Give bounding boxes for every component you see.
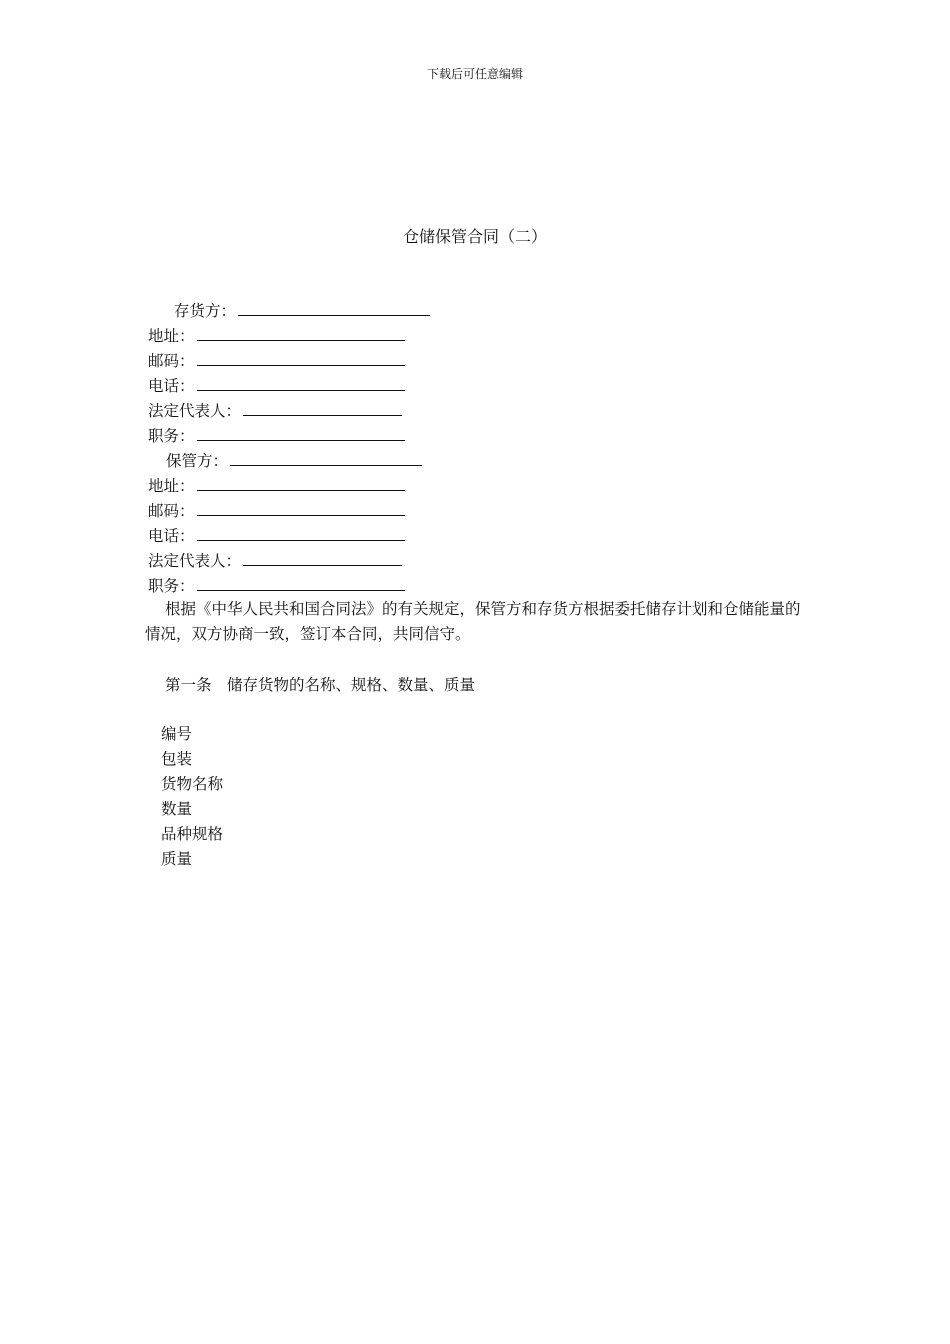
parties-section	[148, 298, 828, 598]
custodian-position-line	[148, 573, 828, 598]
goods-field-item: 品种规格	[161, 825, 224, 843]
goods-field-item: 货物名称	[161, 775, 224, 793]
custodian-position-label: 职务：	[148, 577, 195, 595]
preamble-paragraph: 根据《中华人民共和国合同法》的有关规定，保管方和存货方根据委托储存计划和仓储能量的情况，双方协商一致，签订本合同，共同信守。	[145, 600, 801, 643]
depositor-position-line	[148, 423, 828, 448]
custodian-legal-rep-label: 法定代表人：	[148, 552, 242, 570]
goods-field-item: 数量	[161, 800, 193, 818]
custodian-name-blank[interactable]	[230, 448, 422, 466]
depositor-postcode-line	[148, 348, 828, 373]
depositor-legal-rep-label: 法定代表人：	[148, 402, 242, 420]
custodian-postcode-label: 邮码：	[148, 502, 195, 520]
custodian-postcode-line	[148, 498, 828, 523]
custodian-address-label: 地址：	[148, 477, 195, 495]
depositor-label: 存货方：	[174, 302, 237, 320]
goods-field-item: 包装	[161, 750, 193, 768]
depositor-legal-rep-line	[148, 398, 828, 423]
custodian-heading-line	[148, 448, 828, 473]
custodian-postcode-blank[interactable]	[197, 498, 405, 516]
depositor-postcode-label: 邮码：	[148, 352, 195, 370]
depositor-name-blank[interactable]	[238, 298, 430, 316]
depositor-legal-rep-blank[interactable]	[243, 398, 402, 416]
custodian-phone-line	[148, 523, 828, 548]
custodian-legal-rep-line	[148, 548, 828, 573]
custodian-phone-blank[interactable]	[197, 523, 405, 541]
goods-field-item: 编号	[161, 725, 193, 743]
depositor-phone-line	[148, 373, 828, 398]
depositor-address-blank[interactable]	[197, 323, 405, 341]
custodian-legal-rep-blank[interactable]	[243, 548, 402, 566]
goods-field-item: 质量	[161, 850, 193, 868]
depositor-phone-label: 电话：	[148, 377, 195, 395]
depositor-postcode-blank[interactable]	[197, 348, 405, 366]
depositor-position-blank[interactable]	[197, 423, 405, 441]
article-1-heading: 第一条 储存货物的名称、规格、数量、质量	[165, 676, 476, 694]
depositor-address-label: 地址：	[148, 327, 195, 345]
custodian-position-blank[interactable]	[197, 573, 405, 591]
document-title: 仓储保管合同（二）	[402, 227, 547, 246]
depositor-position-label: 职务：	[148, 427, 195, 445]
custodian-address-blank[interactable]	[197, 473, 405, 491]
custodian-address-line	[148, 473, 828, 498]
header-note: 下载后可任意编辑	[426, 67, 523, 81]
depositor-address-line	[148, 323, 828, 348]
depositor-phone-blank[interactable]	[197, 373, 405, 391]
custodian-label: 保管方：	[166, 452, 229, 470]
goods-field-list	[161, 722, 223, 872]
depositor-heading-line	[148, 298, 828, 323]
custodian-phone-label: 电话：	[148, 527, 195, 545]
